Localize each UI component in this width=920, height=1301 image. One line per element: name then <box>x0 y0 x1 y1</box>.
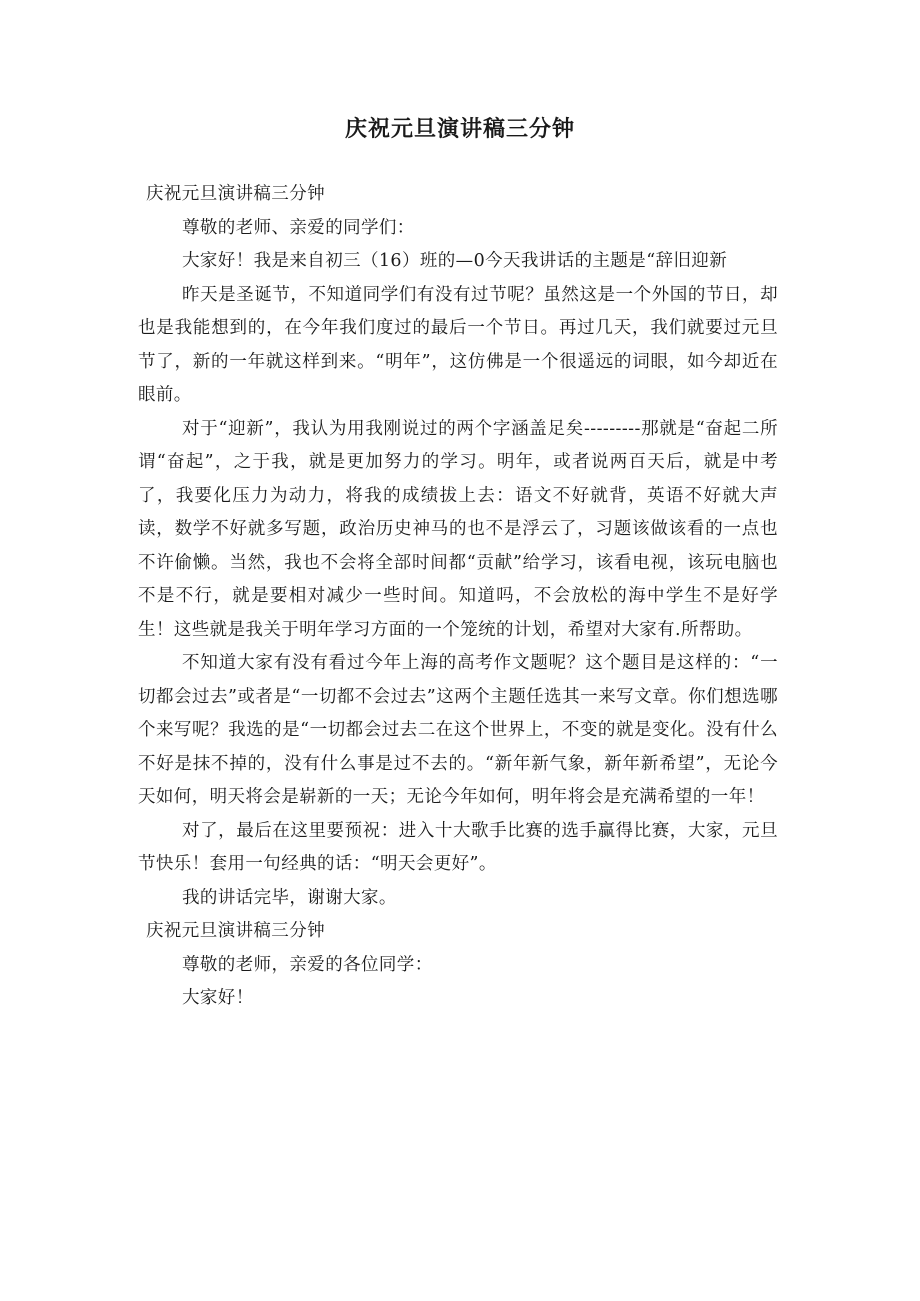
body-paragraph: 对了，最后在这里要预祝：进入十大歌手比赛的选手赢得比赛，大家，元旦节快乐！套用一句经典的话：“明天会更好”。 <box>138 820 778 874</box>
salutation: 尊敬的老师、亲爱的同学们： <box>182 217 415 238</box>
section-heading: 庆祝元旦演讲稿三分钟 <box>146 184 325 204</box>
body-paragraph: 昨天是圣诞节，不知道同学们有没有过节呢？虽然这是一个外国的节日，却也是我能想到的，在今年我们度过的最后一个节日。再过几天，我们就要过元旦节了，新的一年就这样到来。“明年”，这仿佛是一个很遥远的词眼，如今却近在眼前。 <box>138 284 778 405</box>
document-title: 庆祝元旦演讲稿三分钟 <box>344 117 575 142</box>
section-heading: 庆祝元旦演讲稿三分钟 <box>146 921 325 941</box>
greeting-paragraph: 大家好！我是来自初三（16）班的—0今天我讲话的主题是“辞旧迎新 <box>182 251 728 271</box>
closing-paragraph: 我的讲话完毕，谢谢大家。 <box>182 887 397 908</box>
document-body <box>138 178 778 1016</box>
greeting-paragraph: 大家好！ <box>182 988 254 1008</box>
body-paragraph: 不知道大家有没有看过今年上海的高考作文题呢？这个题目是这样的：“一切都会过去”或者是“一切都不会过去”这两个主题任选其一来写文章。你们想选哪个来写呢？我选的是“一切都会过去二在这个世界上，不变的就是变化。没有什么不好是抹不掉的，没有什么事是过不去的。“新年新气象，新年新希望”，无论今天如何，明天将会是崭新的一天；无论今年如何，明年将会是充满希望的一年！ <box>138 653 778 807</box>
salutation: 尊敬的老师，亲爱的各位同学： <box>182 954 433 975</box>
body-paragraph: 对于“迎新”，我认为用我刚说过的两个字涵盖足矣---------那就是“奋起二所谓“奋起”，之于我，就是更加努力的学习。明年，或者说两百天后，就是中考了，我要化压力为动力，将我的成绩拔上去：语文不好就背，英语不好就大声读，数学不好就多写题，政治历史神马的也不是浮云了，习题该做该看的一点也不许偷懒。当然，我也不会将全部时间都“贡献”给学习，该看电视，该玩电脑也不是不行，就是要相对减少一些时间。知道吗，不会放松的海中学生不是好学生！这些就是我关于明年学习方面的一个笼统的计划，希望对大家有.所帮助。 <box>138 418 778 640</box>
